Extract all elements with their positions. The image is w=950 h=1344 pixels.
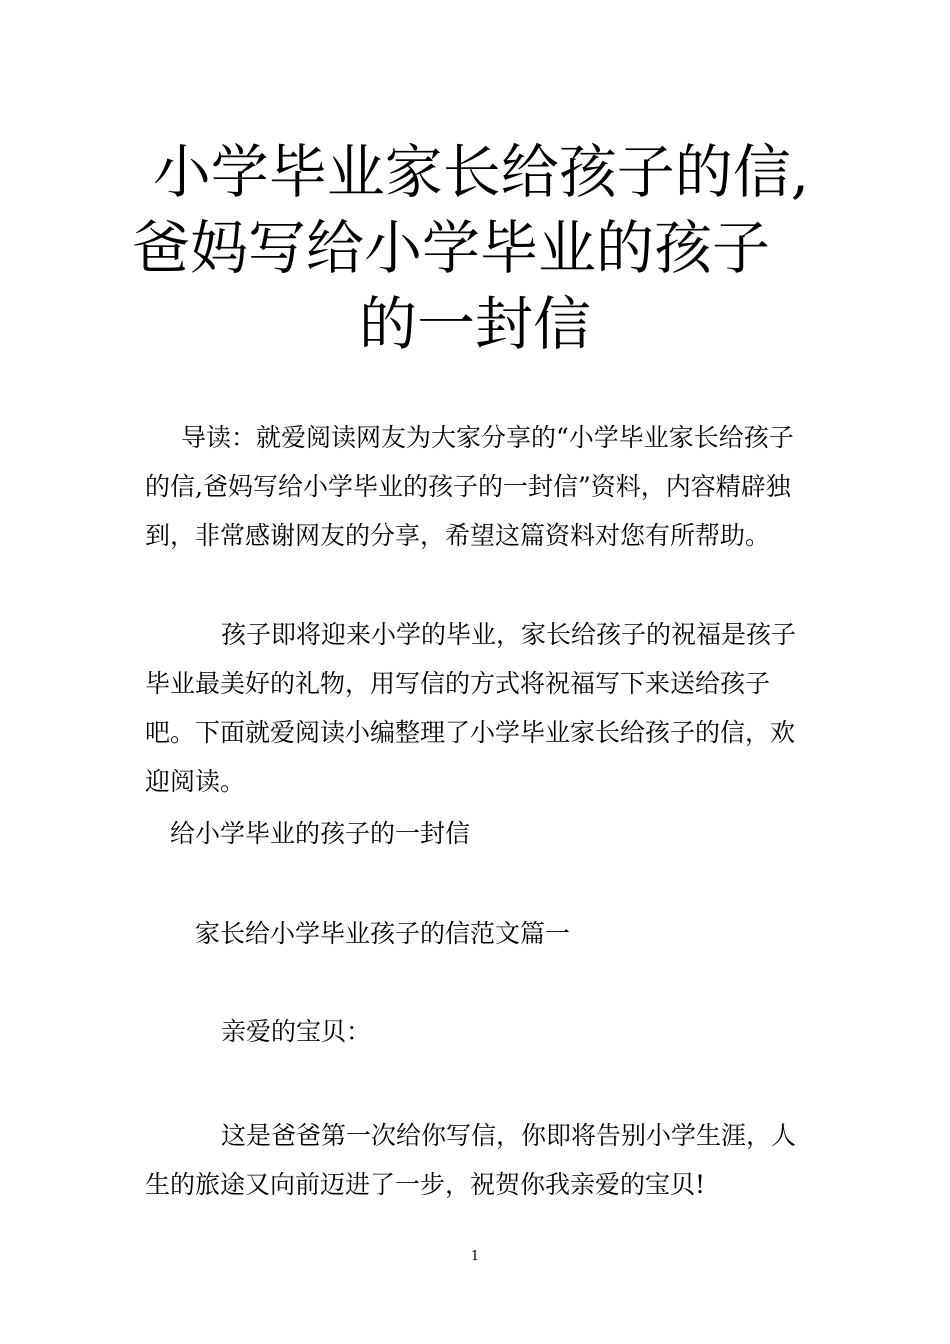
intro-line-1: 导读：就爱阅读网友为大家分享的“小学毕业家长给孩子 <box>181 423 794 452</box>
lead-line-4: 迎阅读。 <box>145 767 246 796</box>
letter-heading: 给小学毕业的孩子的一封信 <box>170 819 471 848</box>
intro-paragraph <box>145 413 845 560</box>
title-line-2: 爸妈写给小学毕业的孩子 <box>131 214 770 282</box>
title-line-3: 的一封信 <box>358 290 591 358</box>
intro-line-2: 的信,爸妈写给小学毕业的孩子的一封信”资料，内容精辟独 <box>145 472 791 501</box>
lead-line-2: 毕业最美好的礼物，用写信的方式将祝福写下来送给孩子 <box>145 669 771 698</box>
lead-line-1: 孩子即将迎来小学的毕业，家长给孩子的祝福是孩子 <box>221 620 797 649</box>
document-title <box>0 137 950 359</box>
page-number: 1 <box>470 1249 480 1264</box>
body-line-1: 这是爸爸第一次给你写信，你即将告别小学生涯，人 <box>221 1121 797 1150</box>
letter-salutation: 亲爱的宝贝： <box>221 1017 372 1046</box>
letter-body-paragraph <box>145 1111 845 1209</box>
sample-subheading: 家长给小学毕业孩子的信范文篇一 <box>195 919 571 948</box>
intro-line-3: 到，非常感谢网友的分享，希望这篇资料对您有所帮助。 <box>145 521 771 550</box>
lead-paragraph <box>145 610 845 806</box>
lead-line-3: 吧。下面就爱阅读小编整理了小学毕业家长给孩子的信，欢 <box>145 718 796 747</box>
body-line-2: 生的旅途又向前迈进了一步，祝贺你我亲爱的宝贝! <box>145 1170 706 1199</box>
title-line-1: 小学毕业家长给孩子的信, <box>152 138 810 206</box>
